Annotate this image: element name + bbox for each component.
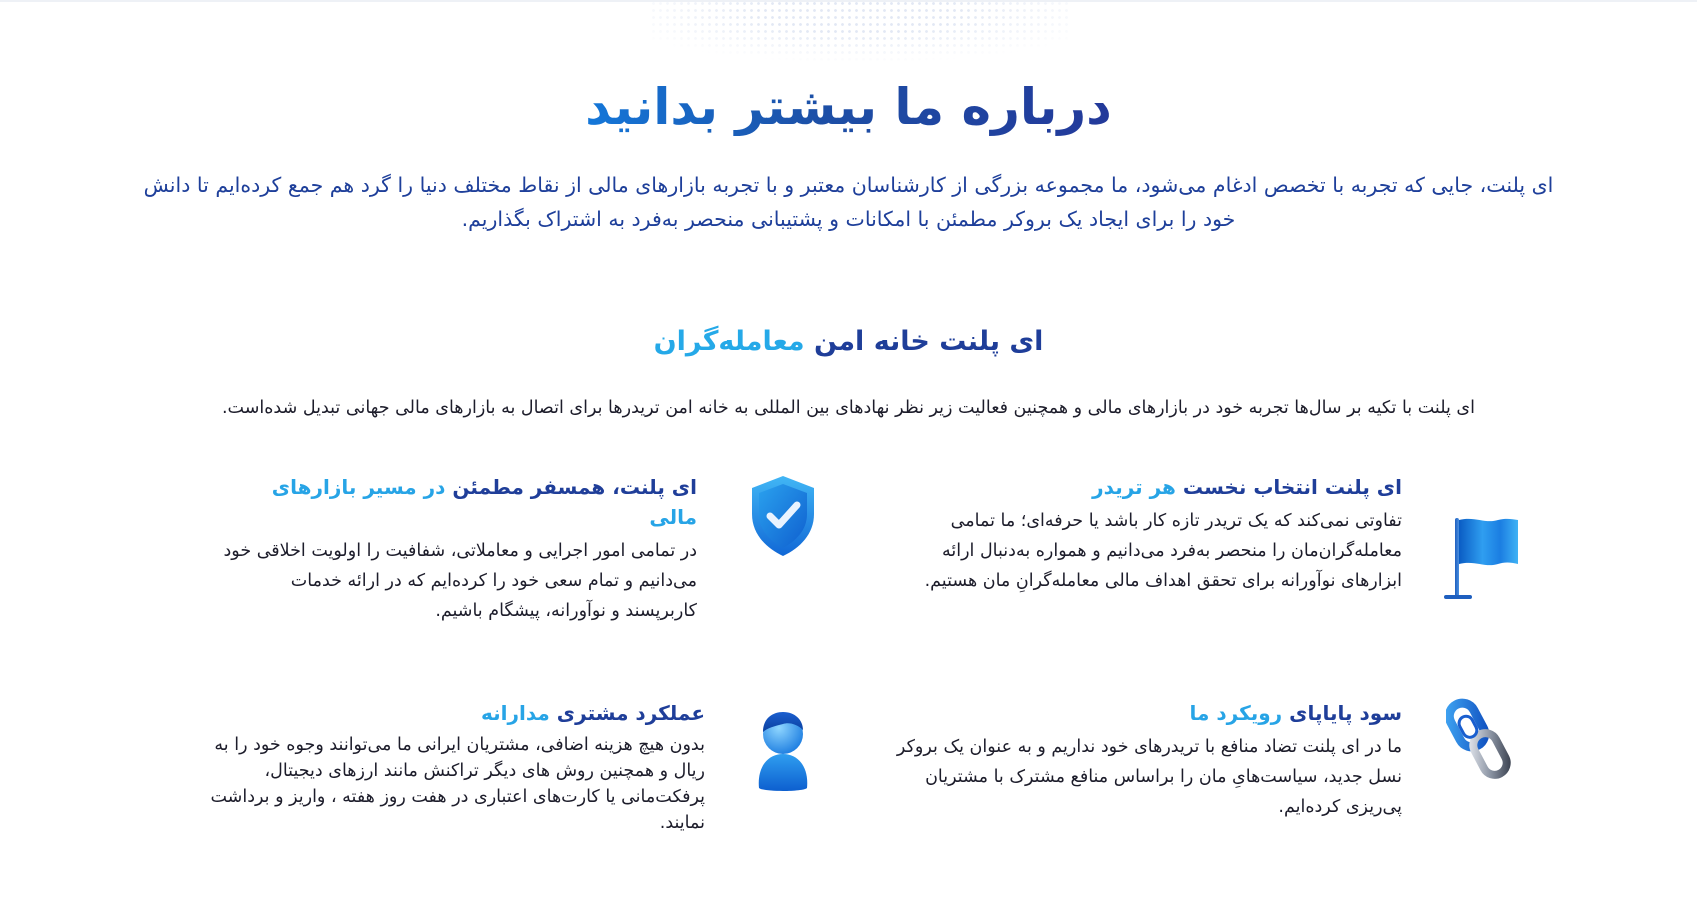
feature-mutual-profit	[885, 698, 1402, 822]
feature-title-dark: عملکرد مشتری	[556, 701, 705, 725]
feature-first-choice	[905, 472, 1402, 596]
safe-home-description: ای پلنت با تکیه بر سال‌ها تجربه خود در بازارهای مالی و همچنین فعالیت زیر نظر نهادهای بین المللی به خانه امن تریدرها برای اتصال به بازارهای مالی جهانی تبدیل شده‌است.	[221, 398, 1475, 418]
safe-home-title-light: معامله‌گران	[653, 326, 805, 357]
world-map-background	[650, 0, 1070, 70]
flag-icon	[1440, 512, 1520, 602]
page-title-text: درباره ما بیشتر بدانید	[585, 78, 1112, 136]
page-title	[0, 72, 1697, 142]
feature-body: ما در ای پلنت تضاد منافع با تریدرهای خود نداریم و به عنوان یک بروکر نسل جدید، سیاست‌هایِ مان را براساس منافع مشترک با مشتریان پی‌ریزی کرده‌ایم.	[896, 737, 1402, 817]
feature-body: تفاوتی نمی‌کند که یک تریدر تازه کار باشد یا حرفه‌ای؛ ما تمامی معامله‌گران‌مان را منحصر به‌فرد می‌دانیم و همواره به‌دنبال ارائه ابزارهای نوآورانه برای تحقق اهداف مالی معامله‌گرانِ مان هستیم.	[924, 511, 1402, 591]
feature-body: در تمامی امور اجرایی و معاملاتی، شفافیت را اولویت اخلاقی خود می‌دانیم و تمام سعی خود را کرده‌ایم که در ارائه خدمات کاربرپسند و نوآورانه، پیشگام باشیم.	[223, 541, 697, 621]
chain-link-icon	[1446, 698, 1516, 784]
feature-title	[905, 472, 1402, 502]
feature-title	[200, 698, 705, 728]
feature-title-light: رویکرد ما	[1189, 701, 1283, 725]
feature-body: بدون هیچ هزینه اضافی، مشتریان ایرانی ما می‌توانند وجوه خود را به ریال و همچنین روش های دیگر تراکنش مانند ارزهای دیجیتال، پرفکت‌مانی یا کارت‌های اعتباری در هفت روز هفته ، واریز و برداشت نمایند.	[210, 735, 705, 833]
safe-home-title	[0, 322, 1697, 362]
feature-title-dark: ای پلنت انتخاب نخست	[1182, 475, 1402, 499]
feature-title-light: مدارانه	[481, 701, 550, 725]
feature-trusted-companion	[220, 472, 697, 626]
about-intro: ای پلنت، جایی که تجربه با تخصص ادغام می‌شود، ما مجموعه بزرگی از کارشناسان معتبر و با تجربه بازارهای مالی از نقاط مختلف دنیا را گرد هم جمع کرده‌ایم تا دانش خود را برای ایجاد یک بروکر مطمئن با امکانات و پشتیبانی منحصر به‌فرد به اشتراک بگذاریم.	[143, 173, 1554, 231]
safe-home-title-dark: ای پلنت خانه امن	[814, 326, 1044, 357]
feature-title-dark: سود پایاپای	[1289, 701, 1402, 725]
feature-title	[220, 472, 697, 532]
feature-title-dark: ای پلنت، همسفر مطمئن	[452, 475, 697, 499]
feature-title	[885, 698, 1402, 728]
shield-check-icon	[748, 474, 818, 558]
user-icon	[753, 708, 813, 794]
feature-customer-oriented	[200, 698, 705, 836]
feature-title-light: هر تریدر	[1092, 475, 1176, 499]
feature-title-light: در مسیر بازارهای مالی	[271, 475, 697, 529]
